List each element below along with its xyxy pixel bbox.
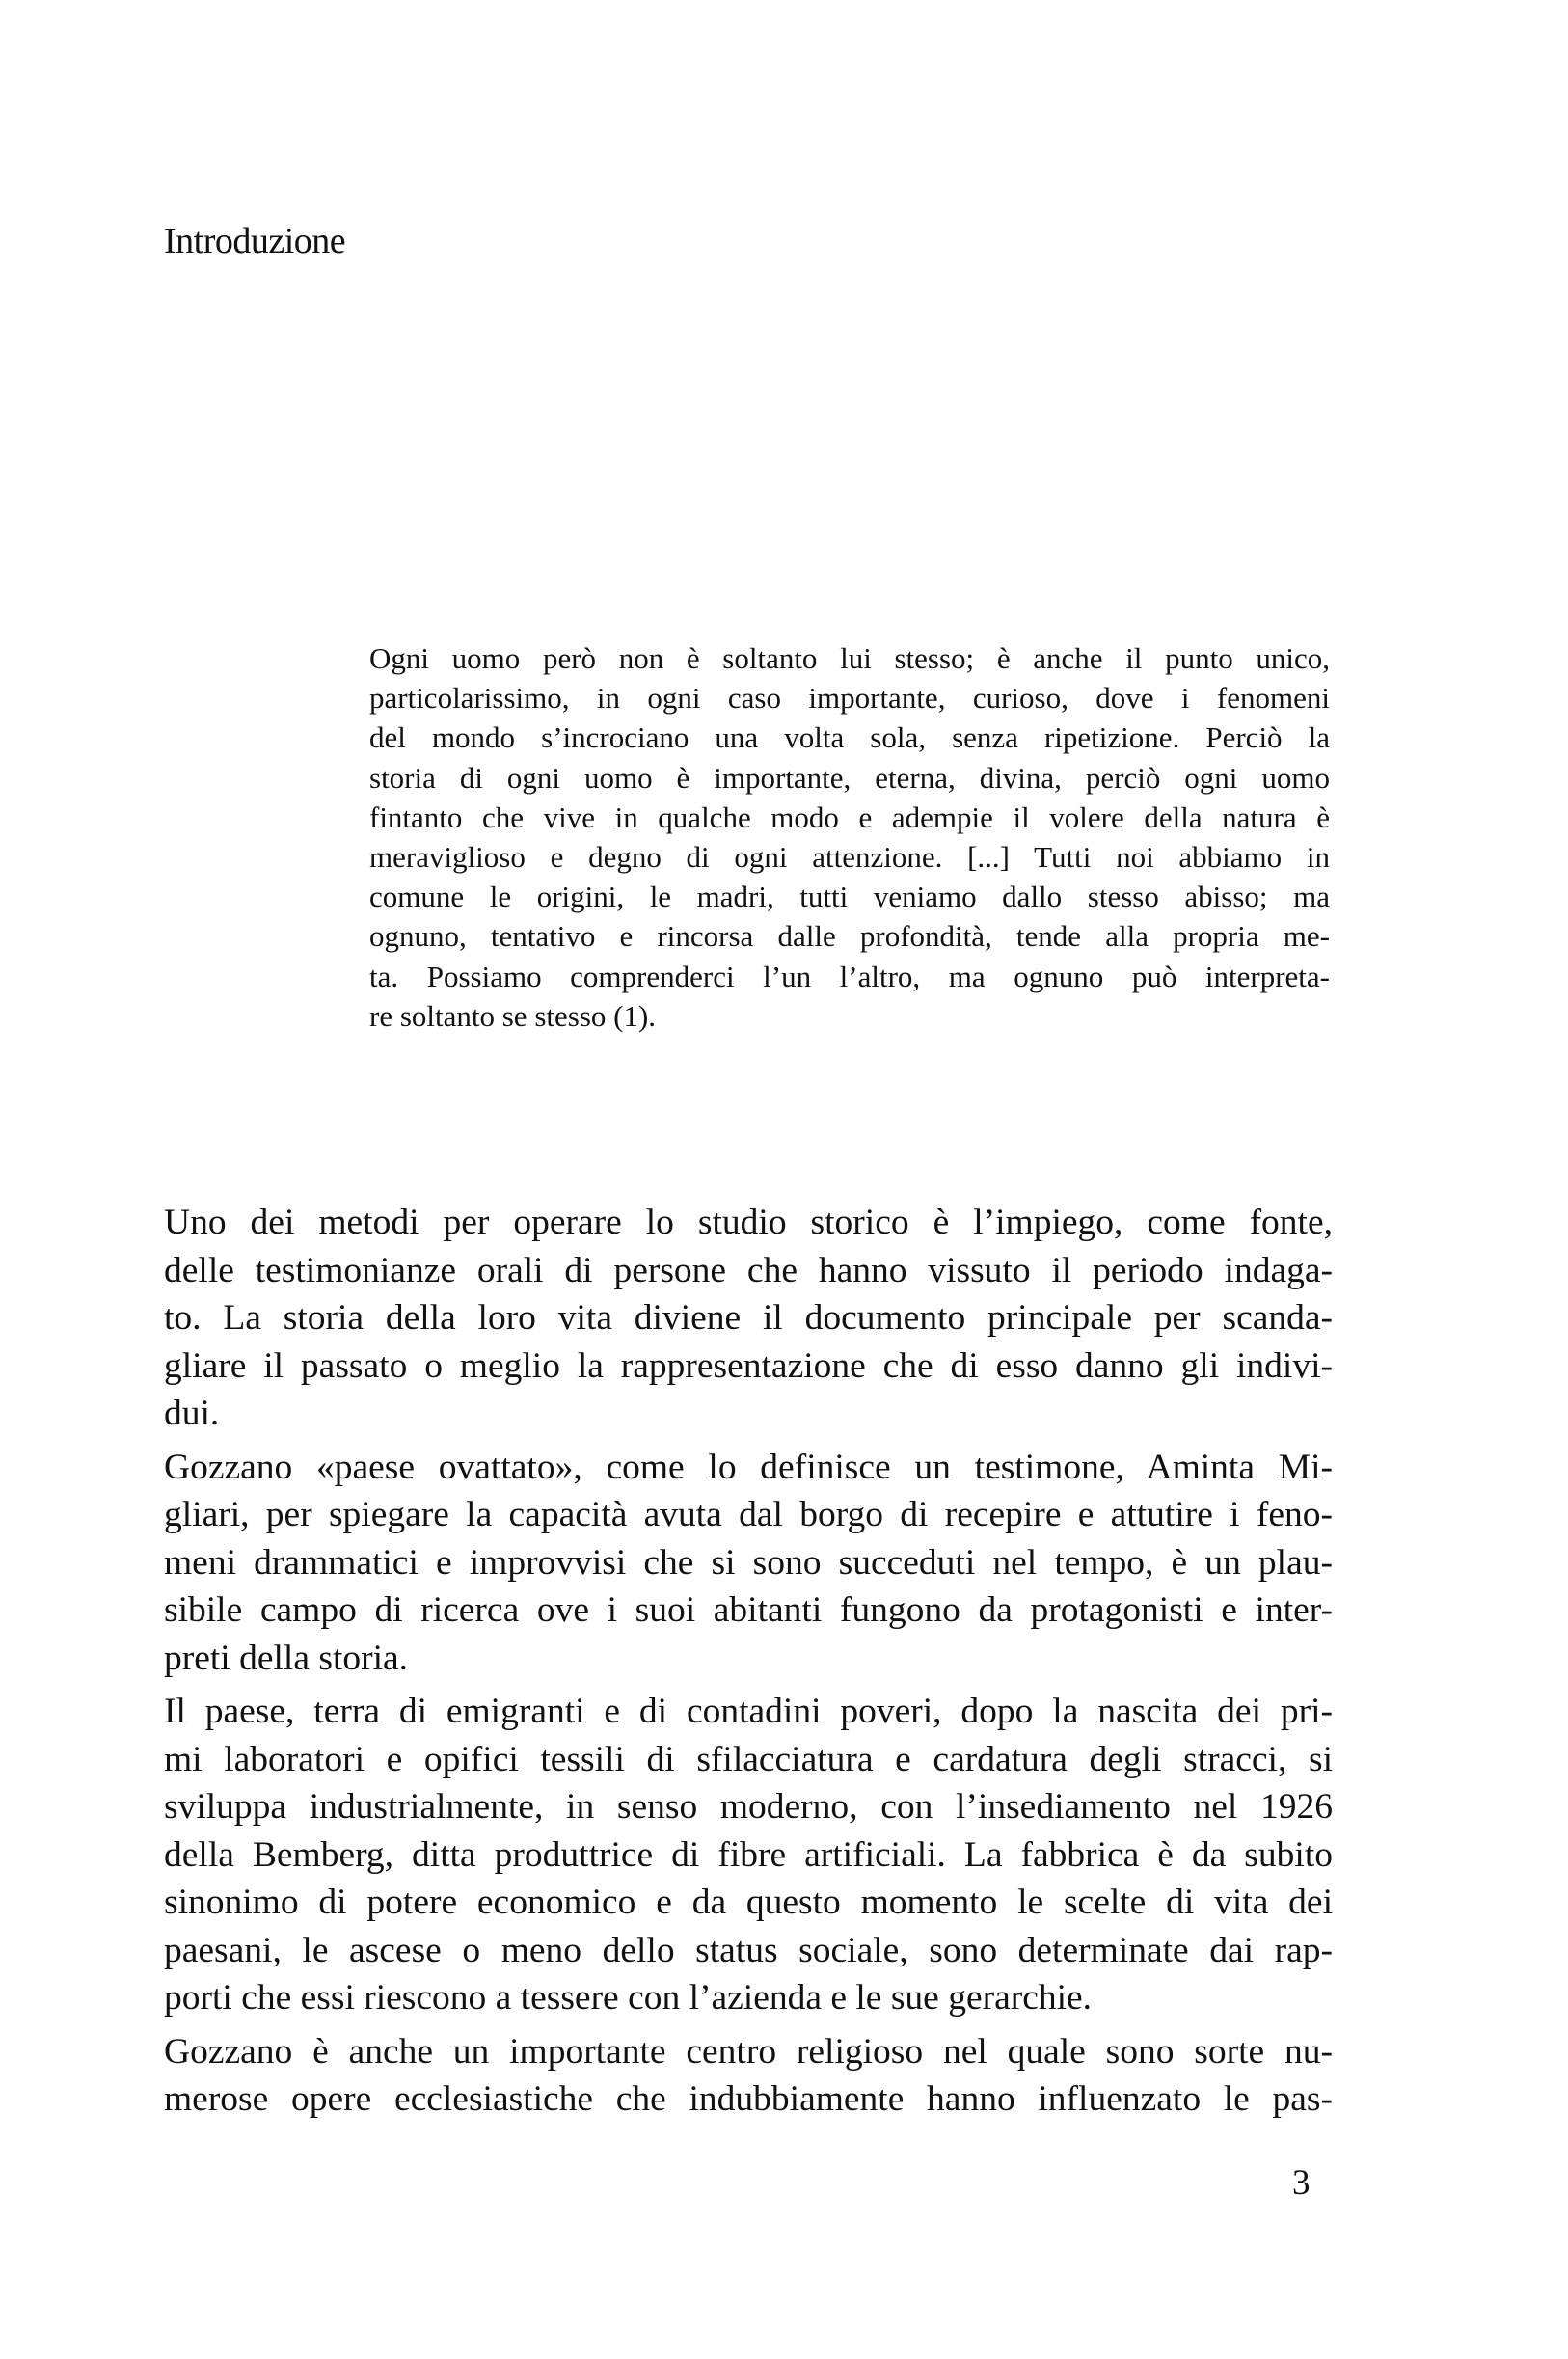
epigraph-quote (369, 638, 1330, 1036)
epigraph-line: meraviglioso e degno di ogni attenzione. [...] Tutti noi abbiamo in (369, 840, 1330, 875)
page-number: 3 (1292, 2163, 1311, 2203)
body-line: mi laboratori e opifici tessili di sfilacciatura e cardatura degli stracci, si (164, 1739, 1333, 1779)
body-line: sviluppa industrialmente, in senso moderno, con l’insediamento nel 1926 (164, 1787, 1333, 1827)
epigraph-line: ta. Possiamo comprenderci l’un l’altro, ma ognuno può interpreta- (369, 959, 1330, 993)
epigraph-line: Ogni uomo però non è soltanto lui stesso; è anche il punto unico, (369, 641, 1330, 675)
body-line: della Bemberg, ditta produttrice di fibre artificiali. La fabbrica è da subito (164, 1834, 1333, 1875)
epigraph-line: del mondo s’incrociano una volta sola, senza ripetizione. Perciò la (369, 720, 1330, 755)
epigraph-line: storia di ogni uomo è importante, eterna, divina, perciò ogni uomo (369, 760, 1330, 795)
paragraph (164, 1688, 1333, 2022)
epigraph-line: particolarissimo, in ogni caso importante, curioso, dove i fenomeni (369, 681, 1330, 716)
body-line: to. La storia della loro vita diviene il documento principale per scanda- (164, 1298, 1333, 1338)
chapter-heading: Introduzione (164, 221, 346, 261)
body-line: Gozzano è anche un importante centro religioso nel quale sono sorte nu- (164, 2031, 1333, 2072)
body-line: Gozzano «paese ovattato», come lo definisce un testimone, Aminta Mi- (164, 1447, 1333, 1487)
body-line: gliare il passato o meglio la rappresentazione che di esso danno gli indivi- (164, 1345, 1333, 1386)
body-line: porti che essi riescono a tessere con l’azienda e le sue gerarchie. (164, 1978, 1093, 2018)
body-line: Il paese, terra di emigranti e di contadini poveri, dopo la nascita dei pri- (164, 1692, 1333, 1731)
body-line: sibile campo di ricerca ove i suoi abitanti fungono da protagonisti e inter- (164, 1590, 1333, 1630)
body-line: meni drammatici e improvvisi che si sono succeduti nel tempo, è un plau- (164, 1542, 1333, 1583)
body-line: dui. (164, 1394, 220, 1433)
body-text (164, 1199, 1333, 2129)
epigraph-line: ognuno, tentativo e rincorsa dalle profondità, tende alla propria me- (369, 919, 1330, 954)
body-line: sinonimo di potere economico e da questo momento le scelte di vita dei (164, 1883, 1333, 1922)
body-line: Uno dei metodi per operare lo studio storico è l’impiego, come fonte, (164, 1203, 1333, 1242)
body-line: preti della storia. (164, 1638, 409, 1678)
paragraph (164, 1444, 1333, 1683)
paragraph (164, 2028, 1333, 2124)
epigraph-line: comune le origini, le madri, tutti veniamo dallo stesso abisso; ma (369, 880, 1330, 914)
body-line: merose opere ecclesiastiche che indubbiamente hanno influenzato le pas- (164, 2079, 1333, 2119)
epigraph-line: re soltanto se stesso (1). (369, 998, 657, 1033)
paragraph (164, 1199, 1333, 1438)
body-line: gliari, per spiegare la capacità avuta dal borgo di recepire e attutire i feno- (164, 1495, 1333, 1534)
body-line: delle testimonianze orali di persone che hanno vissuto il periodo indaga- (164, 1250, 1333, 1290)
body-line: paesani, le ascese o meno dello status sociale, sono determinate dai rap- (164, 1930, 1333, 1970)
epigraph-line: fintanto che vive in qualche modo e adempie il volere della natura è (369, 800, 1330, 834)
